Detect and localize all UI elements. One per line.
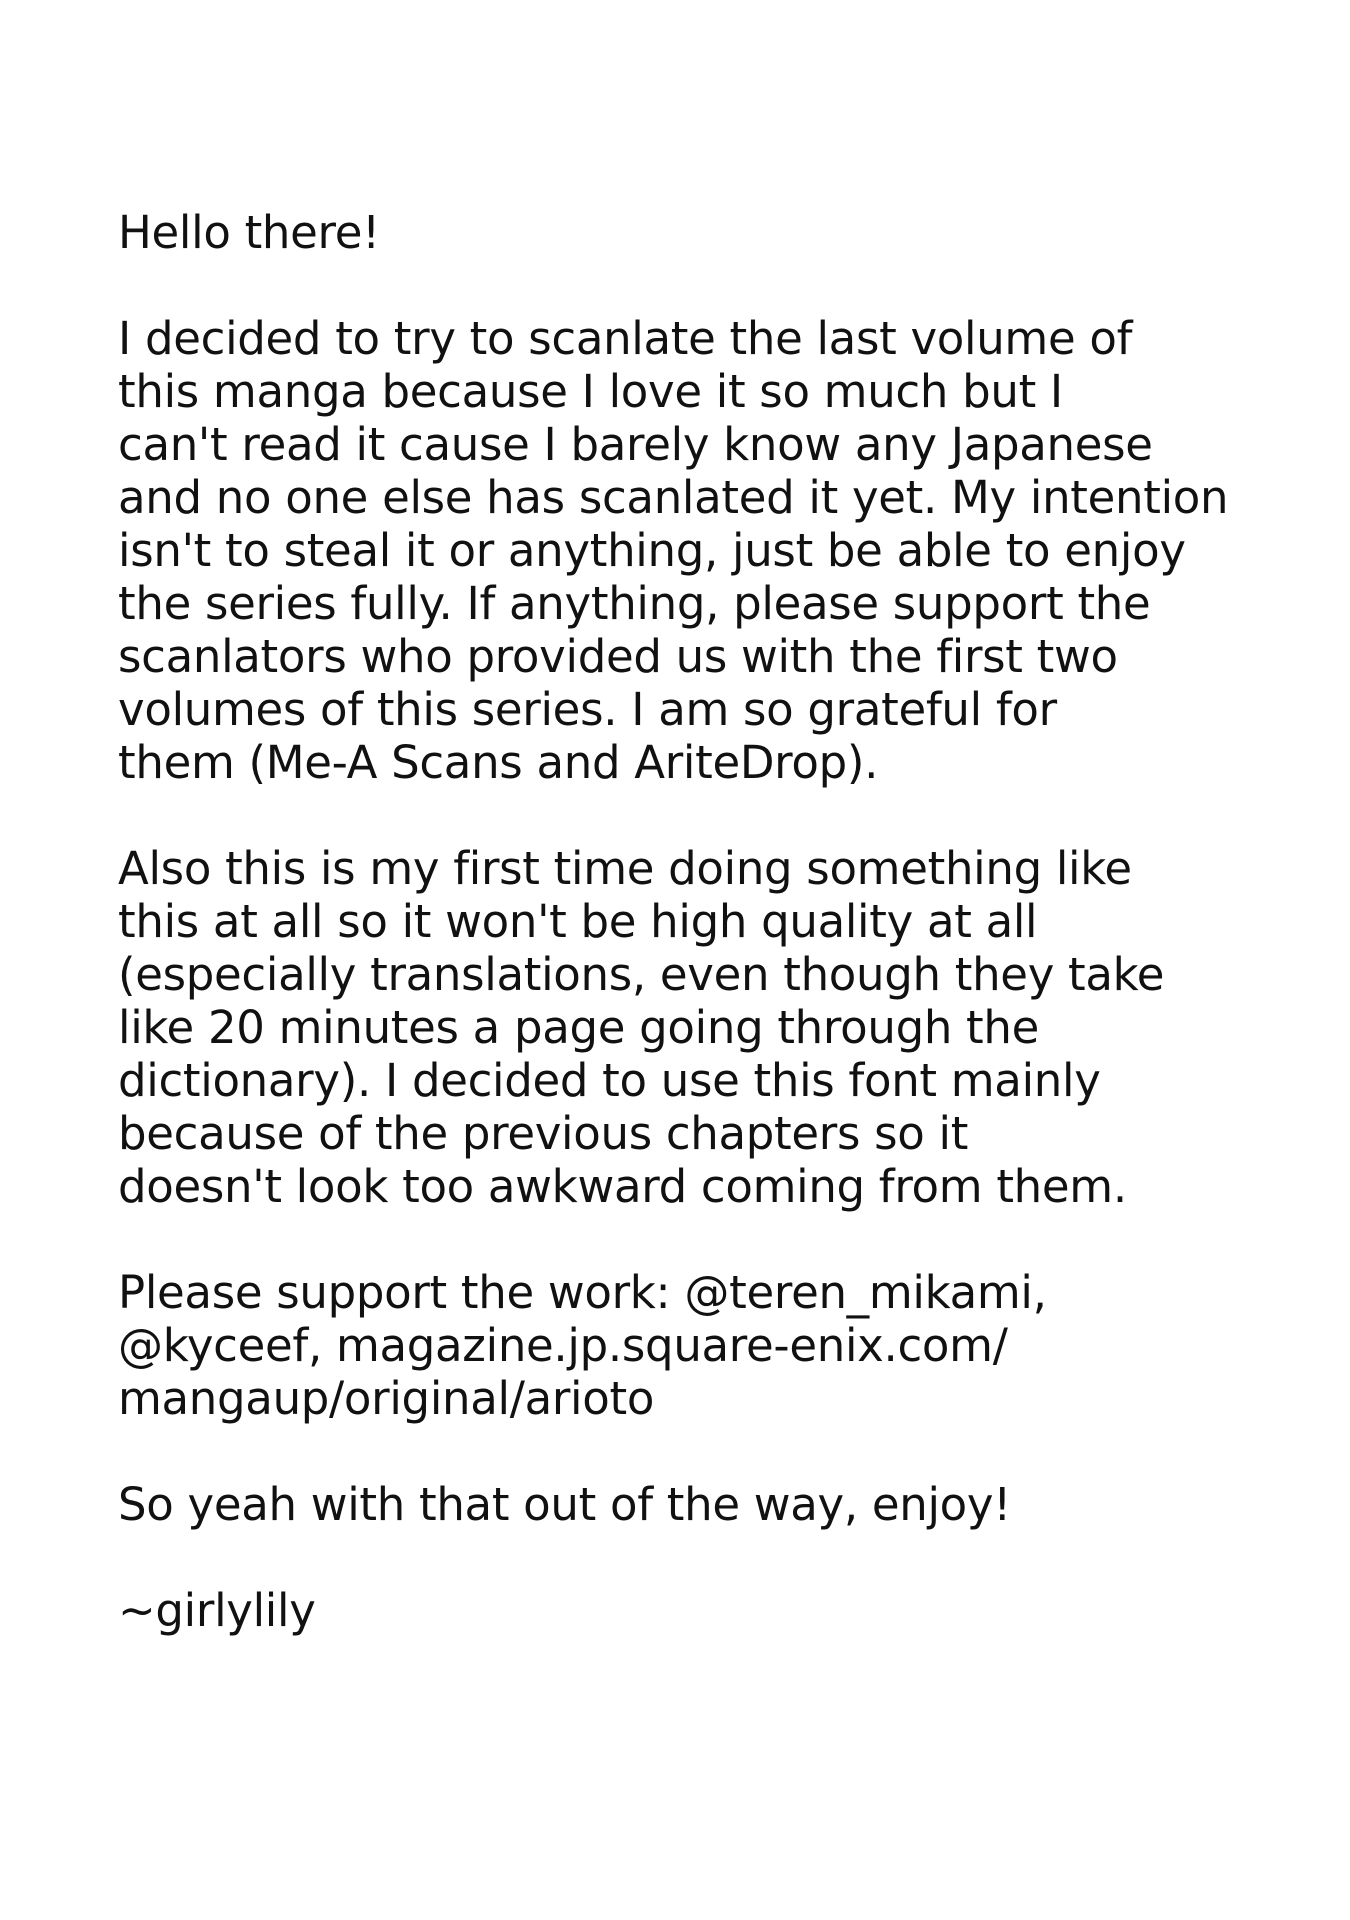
signature-line: ~girlylily xyxy=(118,1584,316,1637)
text-line: and no one else has scanlated it yet. My intention xyxy=(118,471,1229,524)
text-line: Please support the work: @teren_mikami, xyxy=(118,1266,1047,1319)
text-line: the series fully. If anything, please support the xyxy=(118,577,1151,630)
text-line: isn't to steal it or anything, just be able to enjoy xyxy=(118,524,1186,577)
text-line: this at all so it won't be high quality at all xyxy=(118,895,1038,948)
text-line: Also this is my first time doing something like xyxy=(118,842,1132,895)
letter-body xyxy=(118,206,1318,1637)
signature xyxy=(118,1584,1318,1637)
paragraph-gap xyxy=(118,789,1318,842)
closing xyxy=(118,1478,1318,1531)
text-line: them (Me-A Scans and AriteDrop). xyxy=(118,736,879,789)
text-line: dictionary). I decided to use this font mainly xyxy=(118,1054,1101,1107)
paragraph-quality-note xyxy=(118,842,1318,1213)
text-line: mangaup/original/arioto xyxy=(118,1372,655,1425)
text-line: scanlators who provided us with the first two xyxy=(118,630,1118,683)
greeting-line: Hello there! xyxy=(118,206,380,259)
text-line: (especially translations, even though they take xyxy=(118,948,1165,1001)
text-line: this manga because I love it so much but I xyxy=(118,365,1063,418)
paragraph-gap xyxy=(118,1425,1318,1478)
text-line: volumes of this series. I am so grateful for xyxy=(118,683,1057,736)
closing-line: So yeah with that out of the way, enjoy! xyxy=(118,1478,1011,1531)
text-line: can't read it cause I barely know any Japanese xyxy=(118,418,1153,471)
text-line: because of the previous chapters so it xyxy=(118,1107,969,1160)
paragraph-intro xyxy=(118,312,1318,789)
paragraph-gap xyxy=(118,1531,1318,1584)
greeting xyxy=(118,206,1318,259)
text-line: like 20 minutes a page going through the xyxy=(118,1001,1040,1054)
text-line: doesn't look too awkward coming from them. xyxy=(118,1160,1127,1213)
text-line: @kyceef, magazine.jp.square-enix.com/ xyxy=(118,1319,1008,1372)
text-line: I decided to try to scanlate the last volume of xyxy=(118,312,1133,365)
paragraph-support-links xyxy=(118,1266,1318,1425)
paragraph-gap xyxy=(118,1213,1318,1266)
paragraph-gap xyxy=(118,259,1318,312)
